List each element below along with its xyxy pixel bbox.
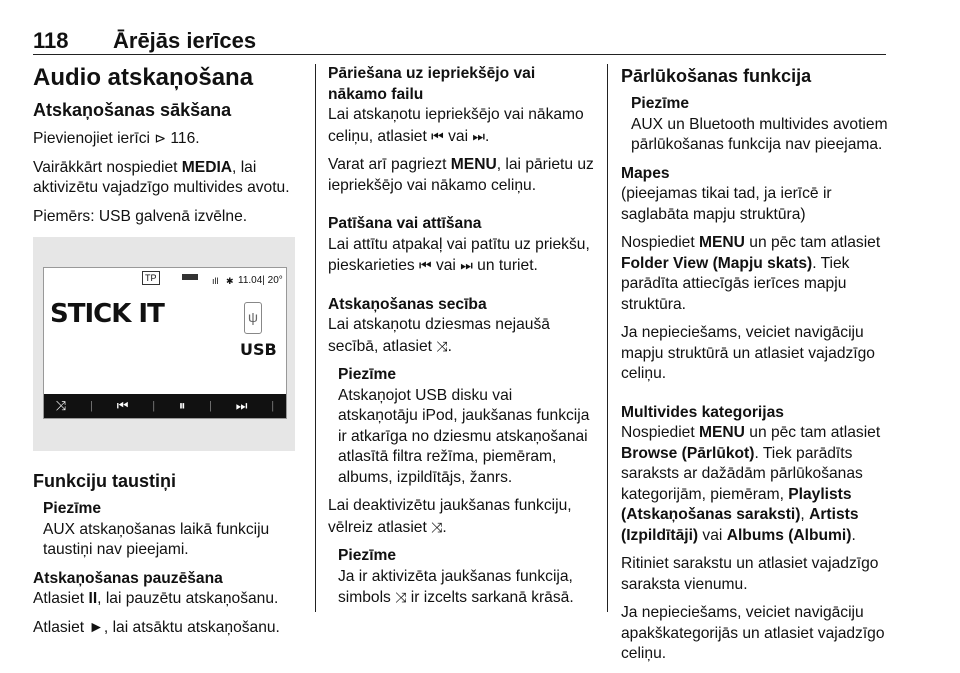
next-icon: ⏭ — [472, 127, 485, 144]
note — [328, 365, 596, 488]
separator: | — [271, 399, 275, 412]
paragraph: Nospiediet MENU un pēc tam atlasiet Folder View (Mapju skats). Tiek parādīta attiecīgās ierīces mapju struktūra. — [621, 234, 881, 313]
note-label: Piezīme — [338, 547, 397, 564]
column-divider — [607, 64, 608, 612]
paragraph: Ja nepieciešams, veiciet navigāciju apakškategorijās un atlasiet vajadzīgo celiņu. — [621, 604, 885, 662]
separator: | — [152, 399, 156, 412]
section-title: Audio atskaņošana — [33, 64, 254, 91]
paragraph: Lai atskaņotu dziesmas nejaušā secībā, atlasiet ⤨. — [328, 316, 550, 355]
paragraph: Lai atskaņotu iepriekšējo vai nākamo celiņu, atlasiet ⏮ vai ⏭. — [328, 106, 584, 145]
topic-heading: Patīšana vai attīšana — [328, 215, 482, 232]
column-1 — [33, 64, 305, 646]
usb-label: USB — [240, 340, 277, 359]
topic-heading: Pāriešana uz iepriekšējo vai nākamo failu — [328, 65, 536, 103]
song-title: STICK IT — [50, 299, 164, 329]
note-text: AUX atskaņošanas laikā funkciju taustiņi nav pieejami. — [43, 520, 270, 558]
page-header — [33, 26, 886, 55]
subsection-title: Funkciju taustiņi — [33, 471, 177, 491]
column-2 — [328, 64, 596, 617]
paragraph: Lai attītu atpakaļ vai patītu uz priekšu, pieskarieties ⏮ vai ⏭ un turiet. — [328, 235, 590, 274]
note-text: Atskaņojot USB disku vai atskaņotāju iPod, jaukšanas funkcija ir atkarīga no dziesmu atskaņošanai atlasītā filtra režīma, piemēram, albums, izpildītājs, žanrs. — [338, 386, 590, 486]
paragraph: Lai deaktivizētu jaukšanas funkciju, vēlreiz atlasiet ⤨. — [328, 497, 572, 536]
shuffle-icon[interactable]: ⤨ — [55, 397, 67, 413]
usb-stick-icon: ψ — [244, 302, 262, 334]
previous-icon: ⏮ — [419, 257, 432, 273]
paragraph: Atlasiet ►, lai atsāktu atskaņošanu. — [33, 618, 280, 636]
bluetooth-icon: ✱ — [226, 276, 234, 286]
separator: | — [90, 399, 93, 412]
next-icon: ⏭ — [460, 257, 473, 273]
signal-icon: ıll — [212, 276, 219, 286]
shuffle-icon: ⤨ — [436, 337, 448, 354]
pause-icon: II — [88, 590, 98, 607]
note — [621, 94, 889, 156]
note-label: Piezīme — [338, 366, 397, 383]
paragraph: Vairākkārt nospiediet MEDIA, lai aktivizētu vajadzīgo multivides avotu. — [33, 158, 290, 196]
shuffle-icon: ⤨ — [395, 589, 407, 605]
subsection-title: Atskaņošanas sākšana — [33, 100, 232, 120]
paragraph: Ja nepieciešams, veiciet navigāciju mapju struktūrā un atlasiet vajadzīgo celiņu. — [621, 324, 875, 382]
previous-icon: ⏮ — [431, 127, 444, 144]
control-bar — [44, 394, 286, 418]
note-text: AUX un Bluetooth multivides avotiem pārlūkošanas funkcija nav pieejama. — [631, 115, 888, 153]
display-screen — [43, 267, 287, 419]
topic-heading: Atskaņošanas secība — [328, 295, 487, 313]
note — [328, 546, 596, 609]
page-ref-icon: ⊳ — [154, 130, 167, 146]
paragraph: Piemērs: USB galvenā izvēlne. — [33, 207, 248, 225]
column-3 — [621, 64, 889, 673]
previous-icon[interactable]: ⏮ — [116, 397, 129, 413]
shuffle-icon: ⤨ — [431, 518, 443, 535]
separator: | — [209, 399, 212, 412]
play-icon: ► — [88, 618, 104, 636]
note-label: Piezīme — [43, 500, 102, 517]
page-number: 118 — [33, 28, 69, 53]
paragraph: Pievienojiet ierīci ⊳ 116. — [33, 130, 200, 147]
clock-temp: 11.04| 20° — [238, 275, 283, 286]
topic-heading: Multivides kategorijas — [621, 403, 784, 421]
paragraph: Ritiniet sarakstu un atlasiet vajadzīgo saraksta vienumu. — [621, 555, 879, 593]
subsection-title: Pārlūkošanas funkcija — [621, 66, 812, 86]
pause-icon[interactable]: ⏸ — [178, 397, 186, 413]
column-divider — [315, 64, 316, 612]
note-label: Piezīme — [631, 95, 690, 112]
chapter-title: Ārējās ierīces — [113, 28, 257, 53]
note-text: Ja ir aktivizēta jaukšanas funkcija, simbols ⤨ ir izcelts sarkanā krāsā. — [338, 567, 574, 606]
paragraph: Atlasiet II, lai pauzētu atskaņošanu. — [33, 590, 279, 607]
topic-heading: Mapes — [621, 164, 670, 182]
status-bar — [44, 268, 286, 288]
tp-indicator: TP — [142, 271, 160, 285]
note — [33, 499, 305, 561]
next-icon[interactable]: ⏭ — [235, 397, 248, 413]
paragraph: Nospiediet MENU un pēc tam atlasiet Browse (Pārlūkot). Tiek parādīts saraksts ar dažādām pārlūkošanas kategorijām, piemēram, Playlists (Atskaņošanas saraksti), Artists (Izpildītāji) vai Albums (Albumi). — [621, 424, 881, 544]
topic-heading: Atskaņošanas pauzēšana — [33, 569, 223, 587]
battery-icon — [182, 274, 198, 280]
paragraph: Varat arī pagriezt MENU, lai pārietu uz iepriekšējo vai nākamo celiņu. — [328, 156, 594, 194]
usb-screen-image — [33, 237, 295, 451]
paragraph: (pieejamas tikai tad, ja ierīcē ir saglabāta mapju struktūra) — [621, 185, 832, 223]
